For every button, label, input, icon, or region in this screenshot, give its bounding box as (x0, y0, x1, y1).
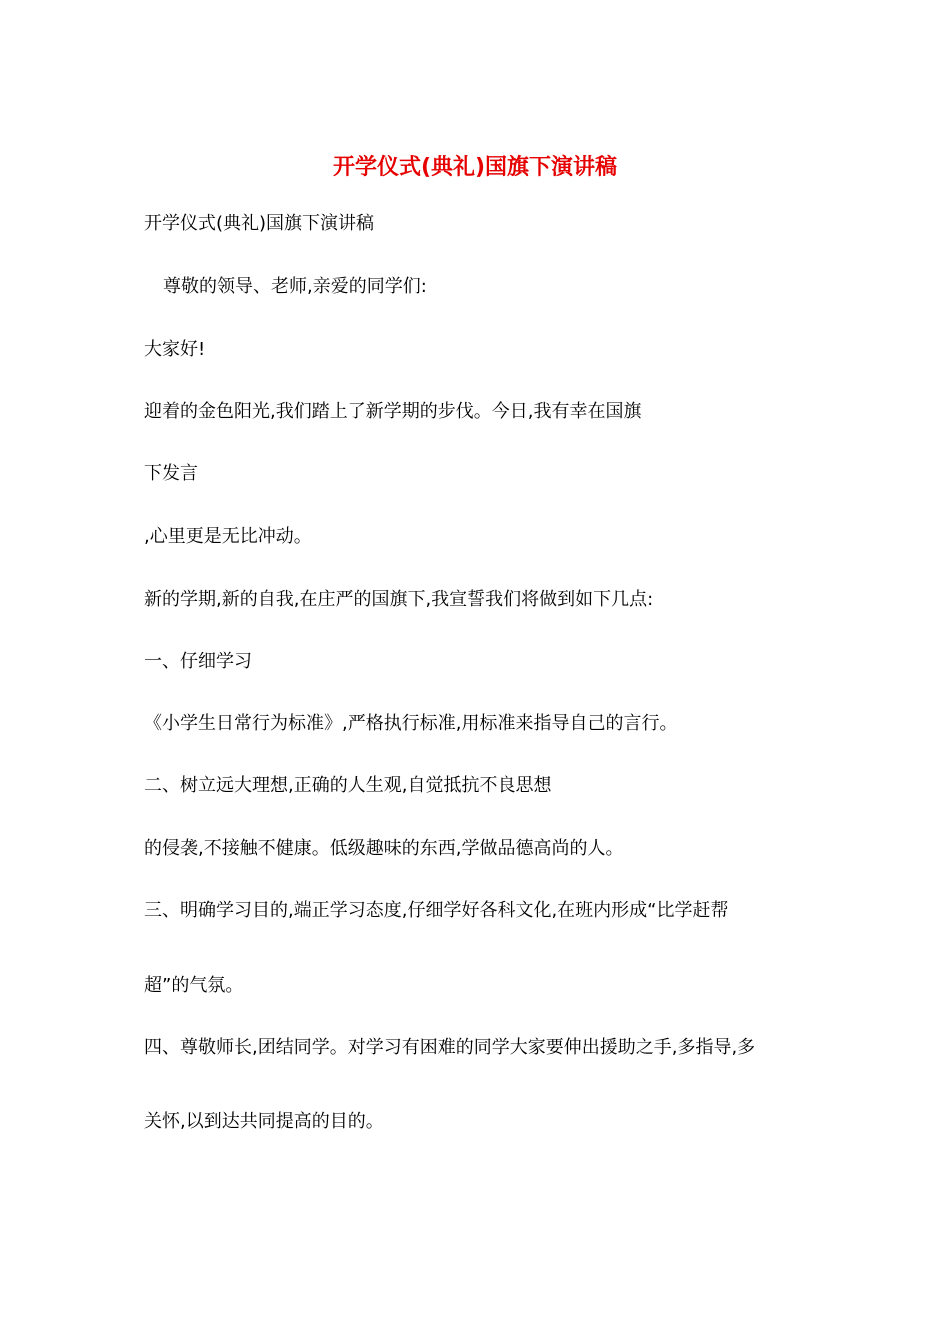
list-item-heading: 一、仔细学习 (144, 651, 252, 672)
document-title: 开学仪式(典礼)国旗下演讲稿 (332, 155, 618, 180)
paragraph-line: 迎着的金色阳光,我们踏上了新学期的步伐。今日,我有幸在国旗 (144, 401, 642, 422)
paragraph-line: 新的学期,新的自我,在庄严的国旗下,我宣誓我们将做到如下几点: (144, 589, 654, 610)
paragraph-line: ,心里更是无比冲动。 (144, 526, 312, 547)
paragraph-line: 的侵袭,不接触不健康。低级趣味的东西,学做品德高尚的人。 (144, 838, 624, 859)
greeting-line: 大家好! (144, 339, 206, 360)
list-item-heading: 四、尊敬师长,团结同学。对学习有困难的同学大家要伸出援助之手,多指导,多 (144, 1037, 756, 1058)
paragraph-line: 关怀,以到达共同提高的目的。 (144, 1111, 384, 1132)
paragraph-line: 超”的气氛。 (144, 975, 244, 996)
list-item-heading: 二、树立远大理想,正确的人生观,自觉抵抗不良思想 (144, 775, 552, 796)
paragraph-line: 下发言 (144, 463, 198, 484)
paragraph-line: 《小学生日常行为标准》,严格执行标准,用标准来指导自己的言行。 (144, 713, 678, 734)
subtitle-line: 开学仪式(典礼)国旗下演讲稿 (144, 213, 375, 234)
list-item-heading: 三、明确学习目的,端正学习态度,仔细学好各科文化,在班内形成“比学赶帮 (144, 900, 729, 921)
salutation-line: 尊敬的领导、老师,亲爱的同学们: (163, 276, 427, 297)
